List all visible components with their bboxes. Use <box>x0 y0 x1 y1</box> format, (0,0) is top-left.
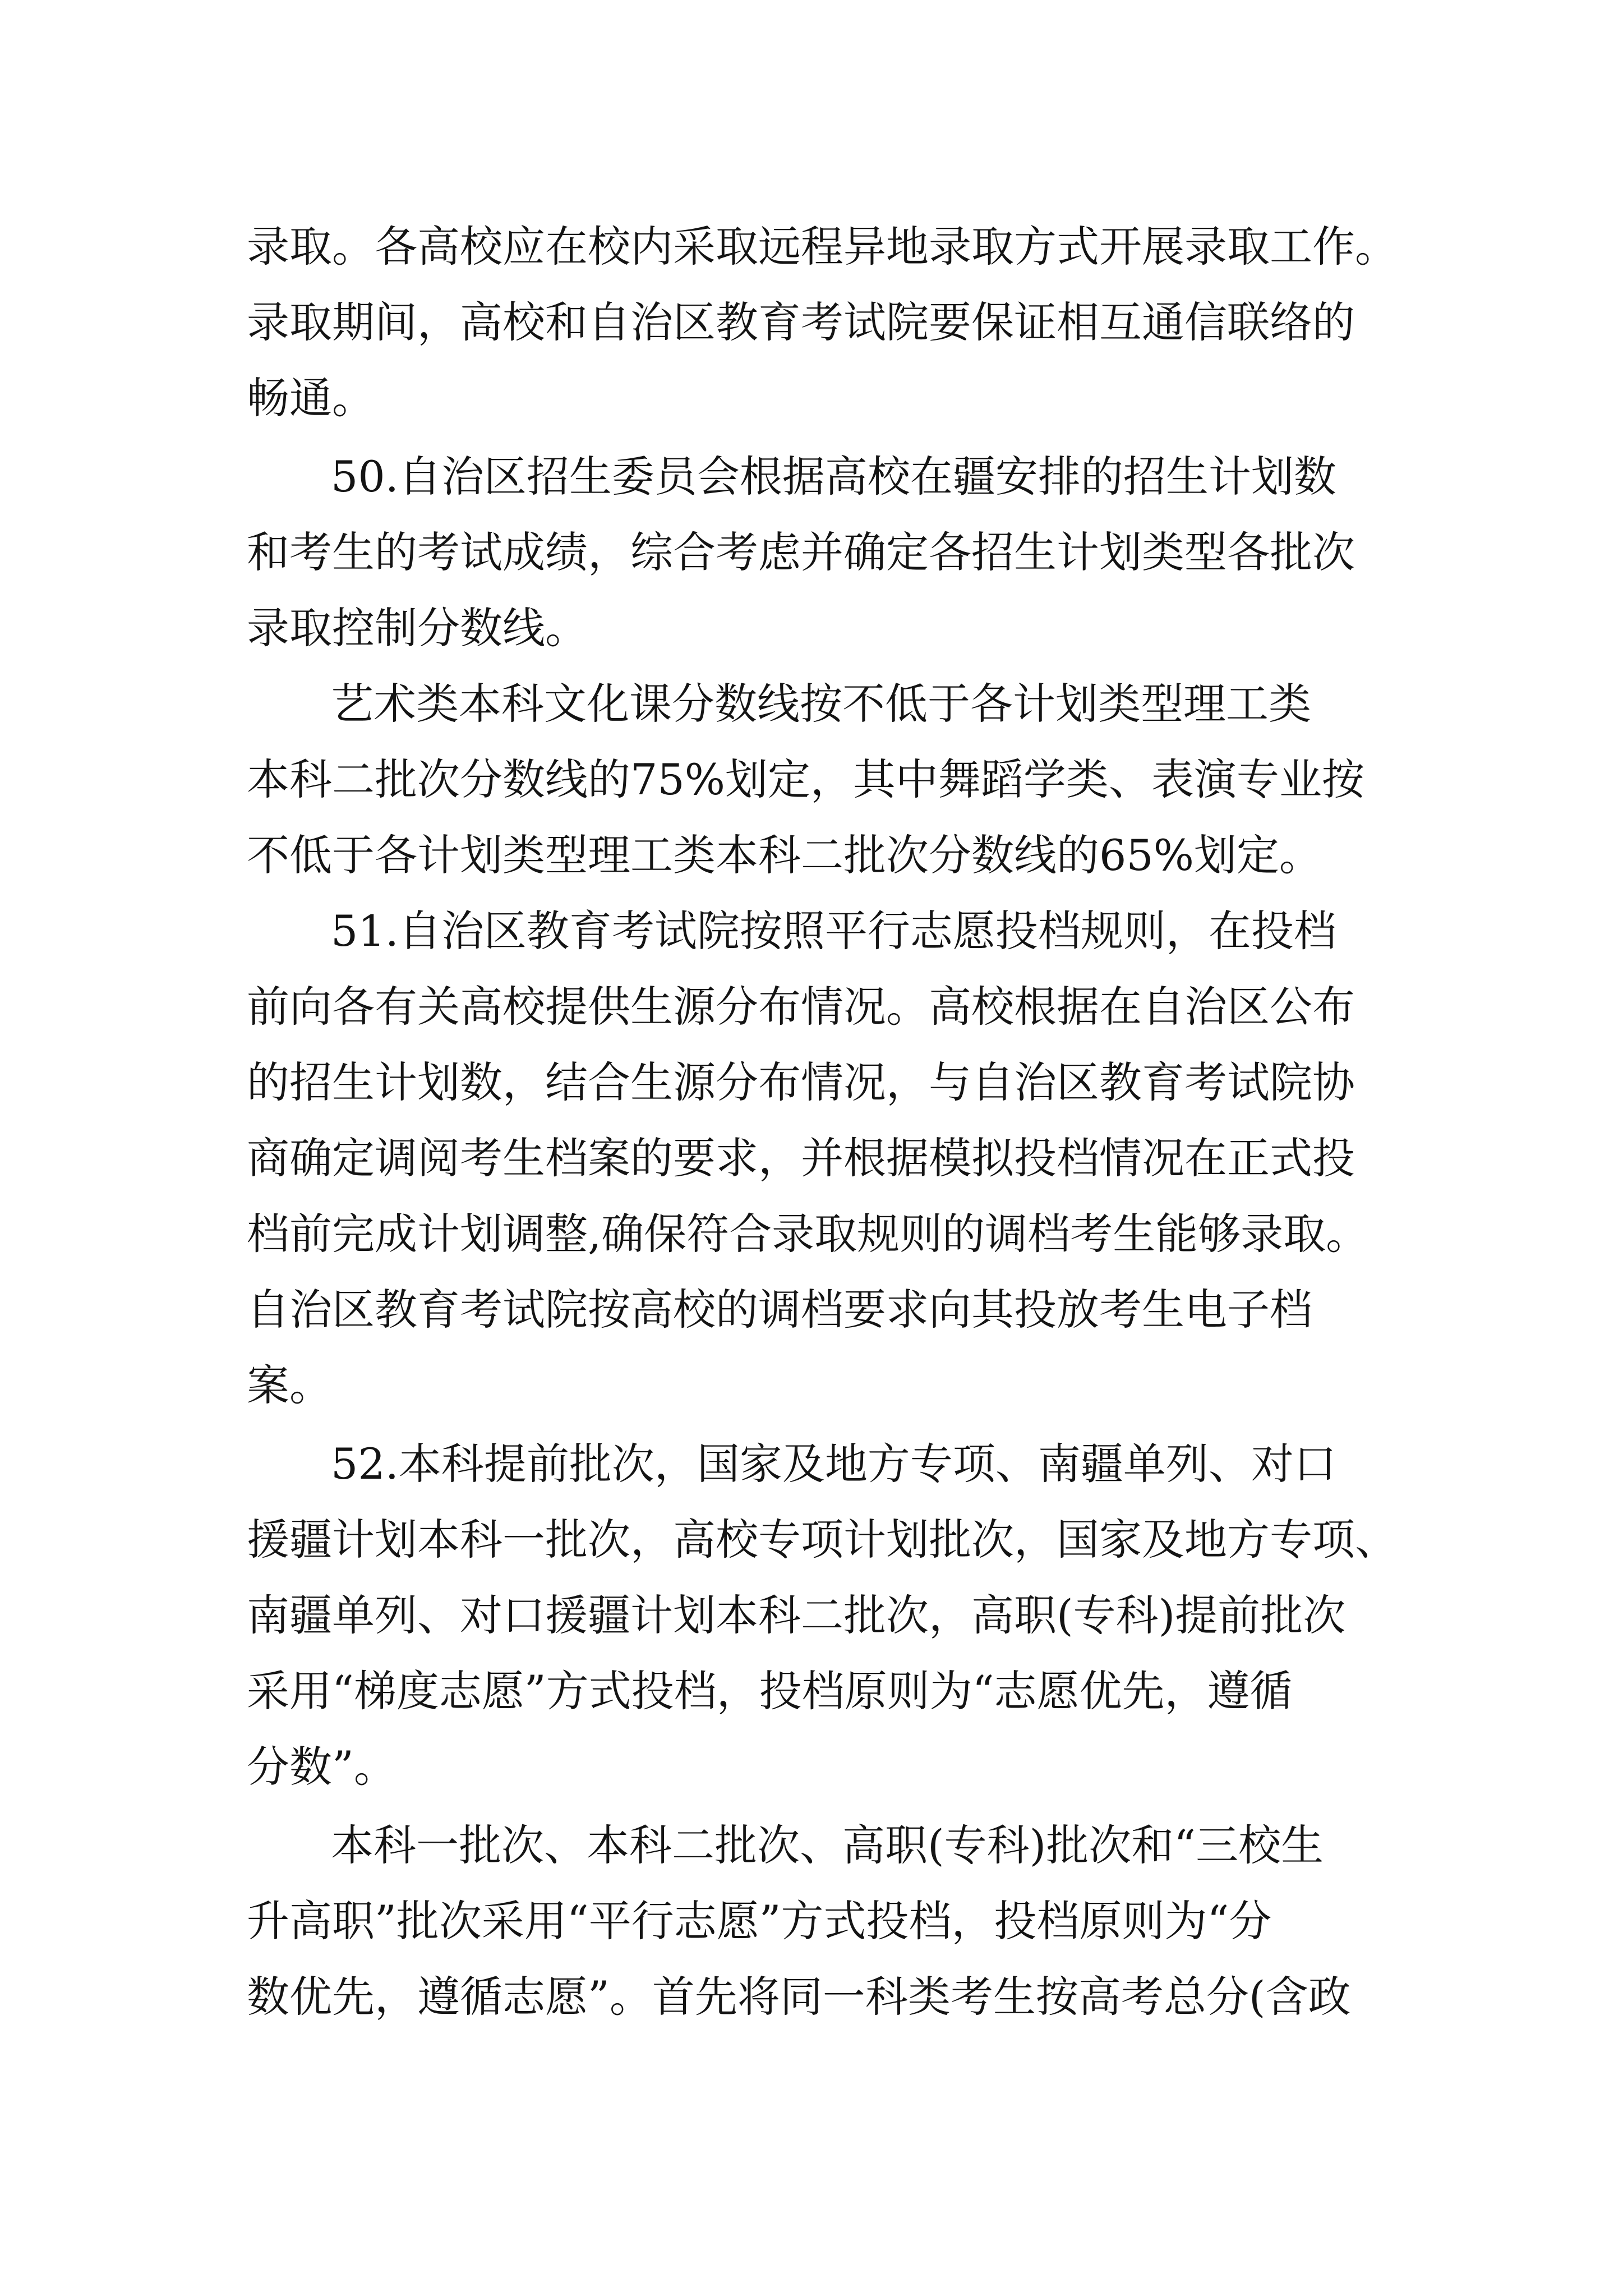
text-line-15: 自治区教育考试院按高校的调档要求向其投放考生电子档 <box>247 1285 1312 1335</box>
text-line-18: 援疆计划本科一批次，高校专项计划批次，国家及地方专项、 <box>247 1515 1398 1565</box>
text-line-19: 南疆单列、对口援疆计划本科二批次，高职(专科)提前批次 <box>247 1590 1346 1640</box>
text-line-12: 的招生计划数，结合生源分布情况，与自治区教育考试院协 <box>247 1057 1355 1107</box>
text-line-13: 商确定调阅考生档案的要求，并根据模拟投档情况在正式投 <box>247 1133 1355 1183</box>
text-line-2: 录取期间，高校和自治区教育考试院要保证相互通信联络的 <box>247 297 1355 347</box>
text-line-14: 档前完成计划调整,确保符合录取规则的调档考生能够录取。 <box>247 1209 1369 1259</box>
text-line-22: 本科一批次、本科二批次、高职(专科)批次和“三校生 <box>331 1820 1324 1870</box>
text-line-23: 升高职”批次采用“平行志愿”方式投档，投档原则为“分 <box>247 1896 1272 1946</box>
text-line-17: 52.本科提前批次，国家及地方专项、南疆单列、对口 <box>331 1439 1336 1489</box>
text-line-1: 录取。各高校应在校内采取远程异地录取方式开展录取工作。 <box>247 222 1398 272</box>
text-line-10: 51.自治区教育考试院按照平行志愿投档规则，在投档 <box>331 906 1336 956</box>
text-line-21: 分数”。 <box>247 1742 396 1792</box>
text-line-24: 数优先，遵循志愿”。首先将同一科类考生按高考总分(含政 <box>247 1972 1351 2022</box>
text-line-8: 本科二批次分数线的75%划定，其中舞蹈学类、表演专业按 <box>247 754 1364 804</box>
text-line-7: 艺术类本科文化课分数线按不低于各计划类型理工类 <box>331 679 1311 729</box>
text-line-6: 录取控制分数线。 <box>247 603 588 653</box>
text-line-9: 不低于各计划类型理工类本科二批次分数线的65%划定。 <box>247 830 1322 880</box>
text-line-5: 和考生的考试成绩，综合考虑并确定各招生计划类型各批次 <box>247 527 1355 577</box>
text-line-20: 采用“梯度志愿”方式投档，投档原则为“志愿优先，遵循 <box>247 1666 1293 1716</box>
text-line-4: 50.自治区招生委员会根据高校在疆安排的招生计划数 <box>331 452 1336 501</box>
text-line-16: 案。 <box>247 1360 332 1410</box>
text-line-3: 畅通。 <box>247 373 375 423</box>
text-line-11: 前向各有关高校提供生源分布情况。高校根据在自治区公布 <box>247 982 1355 1032</box>
